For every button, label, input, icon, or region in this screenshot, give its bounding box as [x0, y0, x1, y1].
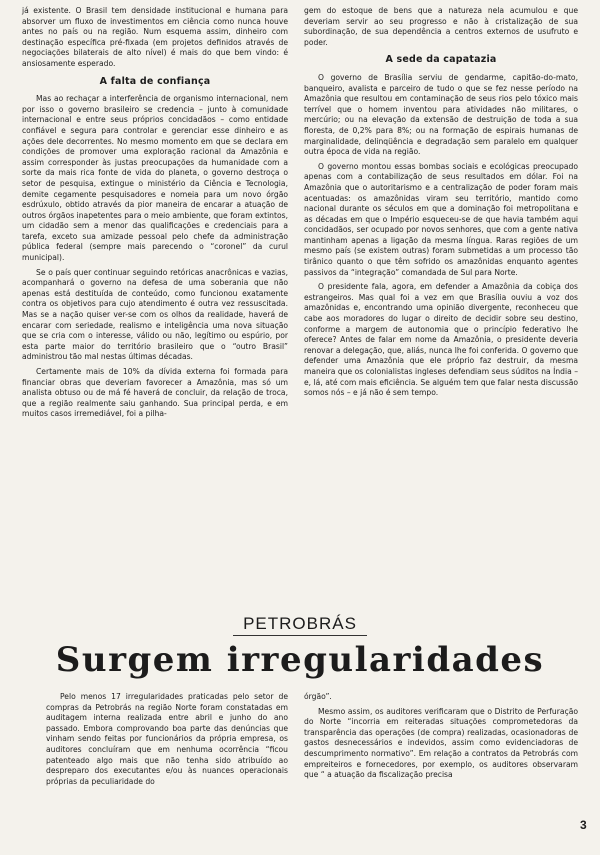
paragraph: O governo montou essas bombas sociais e ecológicas preocupado apenas com a contabilização de seus resultados em dólar. Foi na Amazônia que o autoritarismo e a centralização de poder foram mais acentuadas: os amazônidas viram seu território, mantido como nacional durante os séculos em que a dominação foi metropolitana e as décadas em que o Império esqueceu-se de que havia também aqui concidadãos, ser ocupado por novos senhores, que com a gente nativa mantinham apenas a ligação da mesma língua. Raras regiões de um mesmo país (se existem outras) foram submetidas a um processo tão tirânico quanto o que têm sofrido os amazônidas enquanto agentes passivos da “integração” comandada de Sul para Norte.	[304, 161, 578, 277]
article-column-right	[304, 6, 578, 403]
paragraph: gem do estoque de bens que a natureza nela acumulou e que deveriam servir ao seu progresso e não à cristalização de sua subordinação, de sua dependência a centros externos de usufruto e poder.	[304, 6, 578, 47]
section-header	[0, 614, 600, 636]
subheading-sede-da-capatazia: A sede da capatazia	[385, 54, 497, 66]
paragraph: Se o país quer continuar seguindo retóricas anacrônicas e vazias, acompanhará o governo na defesa de uma soberania que não apenas está destituída de conteúdo, como funcionou exatamente contra os objetivos para cujo atendimento é outra vez ressuscitada. Mas se a nação quiser ver-se com os olhos da realidade, haverá de encarar com seriedade, realismo e inteligência uma nova situação que se cria com o interesse, válido ou não, legítimo ou espúrio, por esta parte maior do território brasileiro que o “outro Brasil” administrou tão mal nestas últimas décadas.	[22, 267, 288, 362]
headline: Surgem irregularidades	[55, 640, 545, 680]
paragraph: O presidente fala, agora, em defender a Amazônia da cobiça dos estrangeiros. Mas qual foi a vez em que Brasília ouviu a voz dos amazônidas e, encontrando uma opinião divergente, reconheceu que cabe aos moradores do lugar o direito de decidir sobre seu destino, conforme a margem de autonomia que o princípio federativo lhe oferece? Antes de falar em nome da Amazônia, o presidente deveria renovar a delegação, que, aliás, nunca lhe foi conferida. O governo que defender uma Amazônia que ele próprio faz destruir, da mesma maneira que os colonialistas ingleses defendiam seus súditos na Índia – e, lá, até com mais eficiência. Se alguém tem que falar nesta discussão somos nós – e já não é sem tempo.	[304, 282, 578, 398]
paragraph: Mesmo assim, os auditores verificaram que o Distrito de Perfuração do Norte “incorria em reiteradas situações comprometedoras da transparência das operações (de compra) realizadas, ocasionadoras de gastos desnecessários e indevidos, assim como evidenciadoras de descumprimento normativo”. Em relação a contratos da Petrobrás com empreiteiros e fornecedores, por exemplo, os auditores observaram que “ a atuação da fiscalização precisa	[304, 706, 578, 780]
petrobras-column-left	[46, 692, 288, 791]
paragraph: Certamente mais de 10% da dívida externa foi formada para financiar obras que deveriam favorecer a Amazônia, mas só um analista obtuso ou de má fé haverá de concluir, da relação de troca, que a região realmente saiu ganhando. Sua principal perda, e em muitos casos irremediável, foi a pilha-	[22, 367, 288, 419]
paragraph: já existente. O Brasil tem densidade institucional e humana para absorver um fluxo de investimentos em ciência como nunca houve antes no país ou na região. Num esquema assim, dinheiro com destinação específica pré-fixada (em projetos definidos através de negociações bilaterais de alto nível) é mais do que bem vindo: é ansiosamente esperado.	[22, 6, 288, 68]
paragraph: O governo de Brasília serviu de gendarme, capitão-do-mato, banqueiro, avalista e parceiro de tudo o que se fez nesse período na Amazônia que resultou em contaminação de seus rios pelo tóxico mais terrível que o homem inventou para atividades não militares, o mercúrio; ou na elevação da extensão de destruição de toda a sua floresta, de 0,2% para 8%; ou na formação de espirais humanas de marginalidade, delinqüência e degradação sem paralelo em qualquer outra época de vida na região.	[304, 72, 578, 157]
paragraph: Mas ao rechaçar a interferência de organismo internacional, nem por isso o governo brasileiro se credencia – junto à comunidade internacional e entre seus próprios concidadãos – como entidade confiável e segura para controlar e gerenciar esse dinheiro e as ações dele decorrentes. No mesmo momento em que se declara em condições de promover uma exploração racional da Amazônia e assim corresponder às justas preocupações da humanidade com a sorte da mais rica fonte de vida do planeta, o governo destroça o setor de pesquisa, extingue o ministério da Ciência e Tecnologia, demite cegamente pesquisadores e nomeia para um novo órgão esdrúxulo, obtido através da pior maneira de encarar a atuação de outros órgãos inapetentes para o meio ambiente, que foram extintos, um cidadão sem a menor das qualificações e credenciais para a tarefa, exceto sua amizade pessoal pelo chefe da administração pública federal (sempre mais parecendo o “coronel” da curul municipal).	[22, 94, 288, 263]
subheading-falta-de-confianca: A falta de confiança	[99, 75, 211, 87]
section-label: PETROBRÁS	[233, 614, 367, 636]
paragraph: órgão”.	[304, 692, 332, 701]
article-column-left	[22, 6, 288, 424]
petrobras-column-right	[304, 692, 578, 785]
page-number: 3	[580, 818, 587, 832]
paragraph: Pelo menos 17 irregularidades praticadas pelo setor de compras da Petrobrás na região Norte foram constatadas em auditagem interna realizada entre abril e junho do ano passado. Embora comprovando boa parte das denúncias que vinham sendo feitas por funcionários da própria empresa, os auditores concluíram que em nenhuma ocorrência “ficou patenteado algo mais que não tenha sido atribuído ao despreparo dos executantes e/ou às nuances operacionais próprias da peculiaridade do	[46, 692, 288, 786]
